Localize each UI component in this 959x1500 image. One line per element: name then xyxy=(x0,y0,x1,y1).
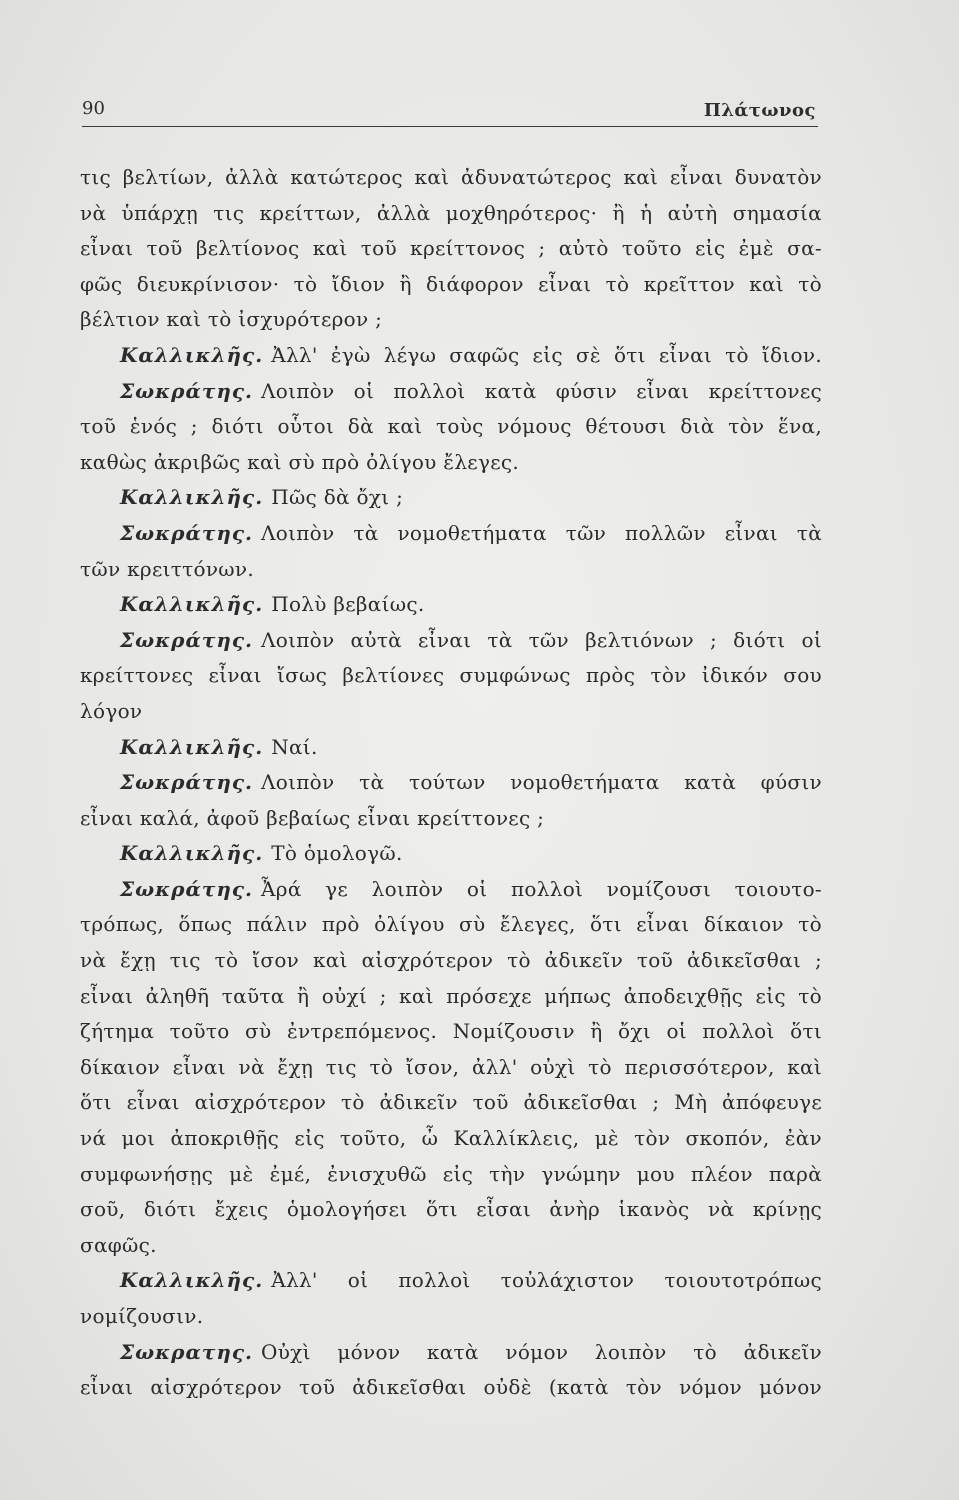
line-text: νὰ ὑπάρχῃ τις κρείττων, ἀλλὰ μοχθηρότερος· ἢ ἡ αὐτὴ σημασία xyxy=(80,200,822,225)
line-text: τρόπως, ὅπως πάλιν πρὸ ὀλίγου σὺ ἔλεγες, ὅτι εἶναι δίκαιον τὸ xyxy=(80,912,822,937)
speaker-name: Καλλικλῆς. xyxy=(120,592,264,617)
text-line xyxy=(80,160,822,196)
line-text: σαφῶς. xyxy=(80,1232,157,1257)
text-line xyxy=(80,872,822,908)
text-line xyxy=(80,1192,822,1228)
speaker-name: Καλλικλῆς. xyxy=(120,342,264,367)
line-text: Πολὺ βεβαίως. xyxy=(271,592,425,617)
text-line xyxy=(80,658,822,694)
text-line xyxy=(80,1121,822,1157)
text-line xyxy=(80,943,822,979)
text-line xyxy=(80,1263,822,1299)
line-text: καθὼς ἀκριβῶς καὶ σὺ πρὸ ὀλίγου ἔλεγες. xyxy=(80,449,520,474)
text-line xyxy=(80,623,822,659)
line-text: λόγον xyxy=(80,698,143,723)
line-text: ζήτημα τοῦτο σὺ ἐντρεπόμενος. Νομίζουσιν ἢ ὄχι οἱ πολλοὶ ὅτι xyxy=(80,1019,822,1044)
speaker-name: Σωκρατης. xyxy=(120,1339,254,1364)
text-line xyxy=(80,1157,822,1193)
line-text: Ναί. xyxy=(271,734,318,759)
text-line xyxy=(80,1335,822,1371)
line-text: σοῦ, διότι ἔχεις ὁμολογήσει ὅτι εἶσαι ἀνὴρ ἱκανὸς νὰ κρίνῃς xyxy=(80,1197,822,1222)
text-line xyxy=(80,302,822,338)
text-line xyxy=(80,338,822,374)
line-text: νομίζουσιν. xyxy=(80,1304,204,1328)
text-line xyxy=(80,267,822,303)
text-line xyxy=(80,587,822,623)
text-line xyxy=(80,801,822,837)
line-text: Ἆρά γε λοιπὸν οἱ πολλοὶ νομίζουσι τοιουτο- xyxy=(261,876,822,901)
running-title: Πλάτωνος xyxy=(703,100,816,121)
text-line xyxy=(80,409,822,445)
line-text: νά μοι ἀποκριθῇς εἰς τοῦτο, ὦ Καλλίκλεις, μὲ τὸν σκοπόν, ἐὰν xyxy=(80,1126,822,1151)
text-line xyxy=(80,1050,822,1086)
text-line xyxy=(80,765,822,801)
text-line xyxy=(80,730,822,766)
line-text: βέλτιον καὶ τὸ ἰσχυρότερον ; xyxy=(80,307,383,332)
line-text: Τὸ ὁμολογῶ. xyxy=(271,841,403,866)
line-text: δίκαιον εἶναι νὰ ἔχῃ τις τὸ ἴσον, ἀλλ' οὐχὶ τὸ περισσότερον, καὶ xyxy=(80,1054,822,1079)
line-text: Πῶς δὰ ὄχι ; xyxy=(271,485,404,510)
line-text: τῶν κρειττόνων. xyxy=(80,556,255,581)
line-text: τοῦ ἑνός ; διότι οὗτοι δὰ καὶ τοὺς νόμους θέτουσι διὰ τὸν ἕνα, xyxy=(80,414,822,439)
line-text: Ἀλλ' ἐγὼ λέγω σαφῶς εἰς σὲ ὅτι εἶναι τὸ ἴδιον. xyxy=(271,342,822,367)
speaker-name: Σωκράτης. xyxy=(120,520,254,545)
text-line xyxy=(80,480,822,516)
text-line xyxy=(80,907,822,943)
line-text: εἶναι αἰσχρότερον τοῦ ἀδικεῖσθαι οὐδὲ (κατὰ τὸν νόμον μόνον xyxy=(80,1375,822,1400)
line-text: εἶναι καλά, ἀφοῦ βεβαίως εἶναι κρείττονες ; xyxy=(80,805,545,830)
text-line xyxy=(80,1370,822,1406)
page-number: 90 xyxy=(82,98,105,119)
text-line xyxy=(80,516,822,552)
speaker-name: Σωκράτης. xyxy=(120,378,254,403)
text-line xyxy=(80,836,822,872)
speaker-name: Σωκράτης. xyxy=(120,627,254,652)
line-text: συμφωνήσῃς μὲ ἐμέ, ἐνισχυθῶ εἰς τὴν γνώμην μου πλέον παρὰ xyxy=(80,1161,822,1186)
text-line xyxy=(80,979,822,1015)
text-line xyxy=(80,1014,822,1050)
text-line xyxy=(80,231,822,267)
speaker-name: Καλλικλῆς. xyxy=(120,734,264,759)
text-line xyxy=(80,1085,822,1121)
speaker-name: Καλλικλῆς. xyxy=(120,841,264,866)
line-text: Ἀλλ' οἱ πολλοὶ τοὐλάχιστον τοιουτοτρόπως xyxy=(271,1268,822,1293)
speaker-name: Σωκράτης. xyxy=(120,876,254,901)
line-text: φῶς διευκρίνισον· τὸ ἴδιον ἢ διάφορον εἶναι τὸ κρεῖττον καὶ τὸ xyxy=(80,271,822,296)
line-text: Λοιπὸν τὰ νομοθετήματα τῶν πολλῶν εἶναι τὰ xyxy=(261,520,822,545)
line-text: νὰ ἔχῃ τις τὸ ἴσον καὶ αἰσχρότερον τὸ ἀδικεῖν τοῦ ἀδικεῖσθαι ; xyxy=(80,948,822,973)
text-line xyxy=(80,1299,822,1335)
speaker-name: Καλλικλῆς. xyxy=(120,1268,264,1293)
text-line xyxy=(80,196,822,232)
line-text: Λοιπὸν αὐτὰ εἶναι τὰ τῶν βελτιόνων ; διότι οἱ xyxy=(261,627,822,652)
line-text: τις βελτίων, ἀλλὰ κατώτερος καὶ ἀδυνατώτερος καὶ εἶναι δυνατὸν xyxy=(80,165,822,189)
text-line xyxy=(80,1228,822,1264)
line-text: εἶναι ἀληθῆ ταῦτα ἢ οὐχί ; καὶ πρόσεχε μήπως ἀποδειχθῇς εἰς τὸ xyxy=(80,983,822,1008)
body-text xyxy=(80,160,822,1406)
text-line xyxy=(80,552,822,588)
line-text: Λοιπὸν οἱ πολλοὶ κατὰ φύσιν εἶναι κρείττονες xyxy=(261,378,822,403)
speaker-name: Σωκράτης. xyxy=(120,770,254,795)
line-text: κρείττονες εἶναι ἴσως βελτίονες συμφώνως πρὸς τὸν ἰδικόν σου xyxy=(80,663,822,688)
line-text: Λοιπὸν τὰ τούτων νομοθετήματα κατὰ φύσιν xyxy=(261,770,822,795)
running-head xyxy=(82,96,818,127)
speaker-name: Καλλικλῆς. xyxy=(120,485,264,510)
text-line xyxy=(80,694,822,730)
text-line xyxy=(80,445,822,481)
line-text: εἶναι τοῦ βελτίονος καὶ τοῦ κρείττονος ; αὐτὸ τοῦτο εἰς ἐμὲ σα- xyxy=(80,236,822,261)
text-line xyxy=(80,374,822,410)
line-text: Οὐχὶ μόνον κατὰ νόμον λοιπὸν τὸ ἀδικεῖν xyxy=(261,1339,822,1364)
line-text: ὅτι εἶναι αἰσχρότερον τὸ ἀδικεῖν τοῦ ἀδικεῖσθαι ; Μὴ ἀπόφευγε xyxy=(80,1090,822,1115)
